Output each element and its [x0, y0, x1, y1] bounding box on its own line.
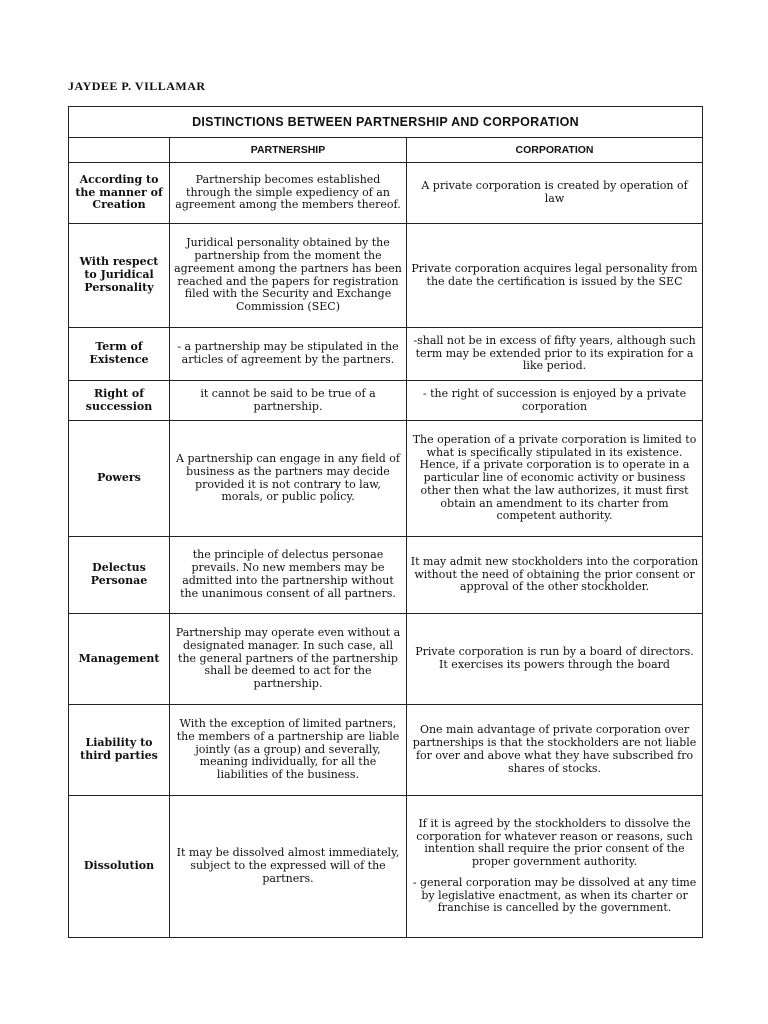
row-label: Right of succession [69, 381, 170, 421]
table-title: DISTINCTIONS BETWEEN PARTNERSHIP AND CORPORATION [69, 107, 703, 138]
header-label-column [69, 138, 170, 163]
row-label: Term of Existence [69, 328, 170, 381]
row-label: Liability to third parties [69, 705, 170, 796]
partnership-cell: - a partnership may be stipulated in the articles of agreement by the partners. [170, 328, 407, 381]
column-header-row [69, 138, 703, 163]
table-row [69, 537, 703, 614]
corporation-cell [407, 796, 703, 938]
table-row [69, 614, 703, 705]
row-label: With respect to Juridical Personality [69, 224, 170, 328]
header-corporation: CORPORATION [407, 138, 703, 163]
table-row [69, 163, 703, 224]
partnership-cell: A partnership can engage in any field of business as the partners may decide provided it is not contrary to law, morals, or public policy. [170, 421, 407, 537]
table-title-row [69, 107, 703, 138]
distinctions-table [68, 106, 703, 938]
corporation-cell: One main advantage of private corporation over partnerships is that the stockholders are not liable for over and above what they have subscribed fro shares of stocks. [407, 705, 703, 796]
row-label: Dissolution [69, 796, 170, 938]
corporation-cell: Private corporation acquires legal personality from the date the certification is issued by the SEC [407, 224, 703, 328]
author-name: JAYDEE P. VILLAMAR [68, 79, 206, 93]
corporation-extra-text: - general corporation may be dissolved at any time by legislative enactment, as when its charter or franchise is cancelled by the government. [412, 875, 697, 915]
partnership-cell: With the exception of limited partners, the members of a partnership are liable jointly (as a group) and severally, meaning individually, for all the liabilities of the business. [170, 705, 407, 796]
table-row [69, 381, 703, 421]
corporation-cell: The operation of a private corporation is limited to what is specifically stipulated in its existence. Hence, if a private corporation is to operate in a particular line of economic activity or business other then what the law authorizes, it must first obtain an amendment to its charter from competent authority. [407, 421, 703, 537]
partnership-cell: It may be dissolved almost immediately, subject to the expressed will of the partners. [170, 796, 407, 938]
corporation-cell: It may admit new stockholders into the corporation without the need of obtaining the prior consent or approval of the other stockholder. [407, 537, 703, 614]
table-row [69, 705, 703, 796]
row-label: Delectus Personae [69, 537, 170, 614]
corporation-cell: Private corporation is run by a board of directors. It exercises its powers through the board [407, 614, 703, 705]
partnership-cell: Partnership may operate even without a designated manager. In such case, all the general partners of the partnership shall be deemed to act for the partnership. [170, 614, 407, 705]
table-row [69, 328, 703, 381]
partnership-cell: the principle of delectus personae prevails. No new members may be admitted into the partnership without the unanimous consent of all partners. [170, 537, 407, 614]
table-row [69, 796, 703, 938]
row-label: According to the manner of Creation [69, 163, 170, 224]
row-label: Powers [69, 421, 170, 537]
corporation-cell: - the right of succession is enjoyed by a private corporation [407, 381, 703, 421]
corporation-cell: -shall not be in excess of fifty years, although such term may be extended prior to its expiration for a like period. [407, 328, 703, 381]
partnership-cell: Partnership becomes established through the simple expediency of an agreement among the members thereof. [170, 163, 407, 224]
table-row [69, 421, 703, 537]
corporation-text: If it is agreed by the stockholders to dissolve the corporation for whatever reason or reasons, such intention shall require the prior consent of the proper government authority. [416, 816, 693, 869]
partnership-cell: Juridical personality obtained by the partnership from the moment the agreement among the partners has been reached and the papers for registration filed with the Security and Exchange Commission (SEC) [170, 224, 407, 328]
header-partnership: PARTNERSHIP [170, 138, 407, 163]
partnership-cell: it cannot be said to be true of a partnership. [170, 381, 407, 421]
corporation-cell: A private corporation is created by operation of law [407, 163, 703, 224]
table-row [69, 224, 703, 328]
row-label: Management [69, 614, 170, 705]
